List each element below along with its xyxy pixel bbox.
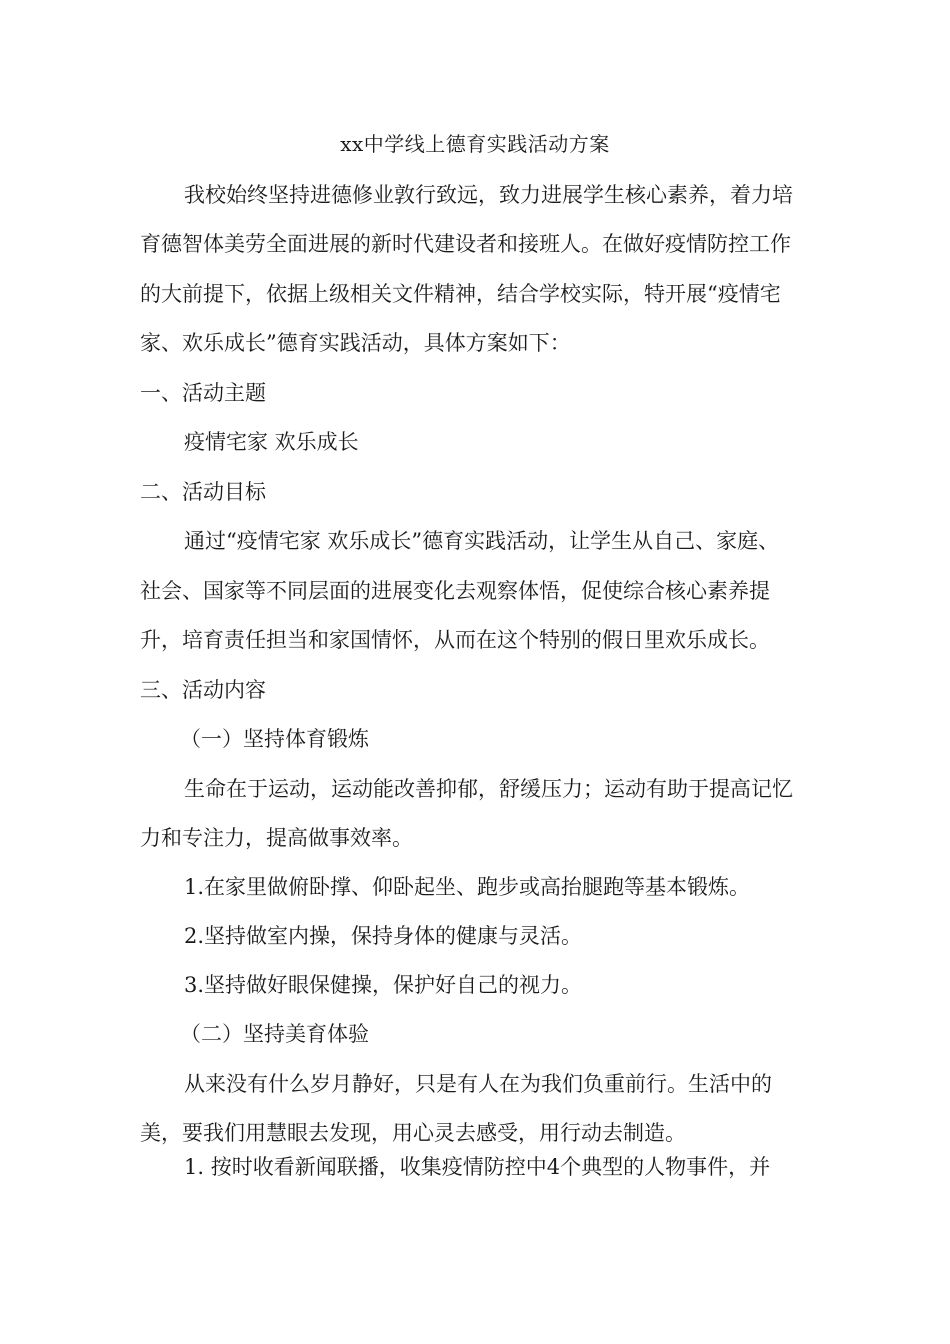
- section-heading-goal: 二、活动目标: [140, 480, 266, 504]
- goal-line-3: 升，培育责任担当和家国情怀，从而在这个特别的假日里欢乐成长。: [140, 628, 770, 652]
- intro-line-1: 我校始终坚持进德修业敦行致远，致力进展学生核心素养，着力培: [184, 183, 793, 207]
- aesthetics-line-1: 从来没有什么岁月静好，只是有人在为我们负重前行。生活中的: [184, 1072, 772, 1096]
- goal-line-2: 社会、国家等不同层面的进展变化去观察体悟，促使综合核心素养提: [140, 579, 770, 603]
- sports-item-1: 1.在家里做俯卧撑、仰卧起坐、跑步或高抬腿跑等基本锻炼。: [184, 875, 751, 899]
- section-heading-theme: 一、活动主题: [140, 381, 266, 405]
- intro-line-2: 育德智体美劳全面进展的新时代建设者和接班人。在做好疫情防控工作: [140, 232, 791, 256]
- sports-item-2: 2.坚持做室内操，保持身体的健康与灵活。: [184, 924, 583, 948]
- goal-line-1: 通过“疫情宅家 欢乐成长”德育实践活动，让学生从自己、家庭、: [184, 529, 780, 553]
- theme-content: 疫情宅家 欢乐成长: [184, 430, 359, 454]
- document-title: xx中学线上德育实践活动方案: [340, 132, 610, 156]
- section-heading-content: 三、活动内容: [140, 678, 266, 702]
- sports-line-1: 生命在于运动，运动能改善抑郁，舒缓压力；运动有助于提高记忆: [184, 777, 793, 801]
- aesthetics-line-2: 美，要我们用慧眼去发现，用心灵去感受，用行动去制造。: [140, 1121, 686, 1145]
- subsection-heading-sports: （一）坚持体育锻炼: [180, 727, 369, 751]
- intro-line-3: 的大前提下，依据上级相关文件精神，结合学校实际，特开展“疫情宅: [140, 282, 781, 306]
- sports-line-2: 力和专注力，提高做事效率。: [140, 826, 413, 850]
- intro-line-4: 家、欢乐成长”德育实践活动，具体方案如下：: [140, 331, 571, 355]
- sports-item-3: 3.坚持做好眼保健操，保护好自己的视力。: [184, 973, 583, 997]
- aesthetics-item-1: 1. 按时收看新闻联播，收集疫情防控中4个典型的人物事件，并: [184, 1155, 771, 1179]
- subsection-heading-aesthetics: （二）坚持美育体验: [180, 1022, 369, 1046]
